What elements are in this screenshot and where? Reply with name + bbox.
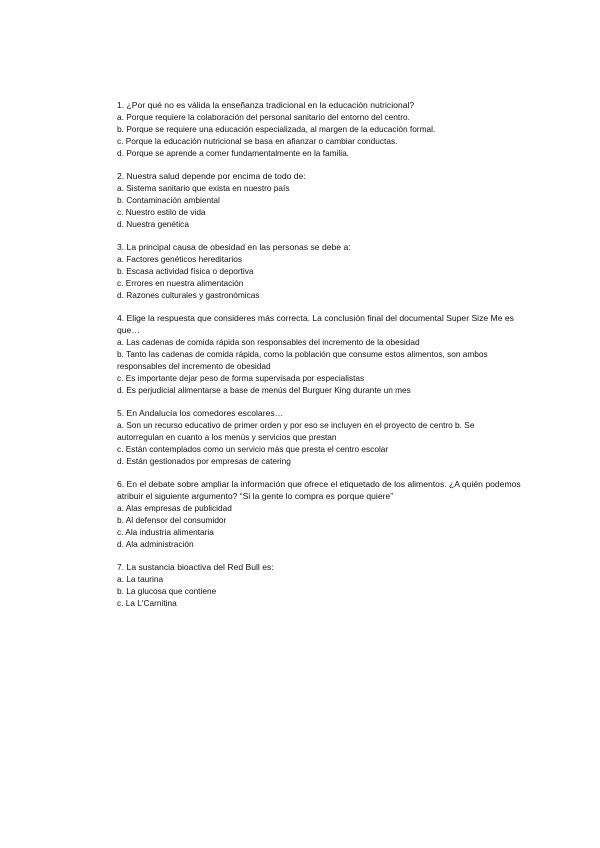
- option-a: a. Alas empresas de publicidad: [117, 503, 232, 513]
- option-b: b. Contaminación ambiental: [117, 195, 220, 205]
- question-text: 2. Nuestra salud depende por encima de todo de:: [117, 171, 306, 181]
- option-b: b. Escasa actividad física o deportiva: [117, 266, 254, 276]
- option-b: b. Porque se requiere una educación especializada, al margen de la educación formal.: [117, 124, 436, 134]
- option-a: a. Factores genéticos hereditarios: [117, 254, 242, 264]
- option-d: d. Porque se aprende a comer fundamentalmente en la familia.: [117, 148, 349, 158]
- option-d: d. Nuestra genética: [117, 219, 189, 229]
- option-d: d. Es perjudicial alimentarse a base de menús del Burguer King durante un mes: [117, 385, 411, 395]
- option-a-b: a. Son un recurso educativo de primer orden y por eso se incluyen en el proyecto de centro b. Se autorregulan en cuanto a los menús y servicios que prestan: [117, 420, 475, 442]
- quiz-list: [117, 99, 522, 620]
- question-text: 5. En Andalucía los comedores escolares…: [117, 408, 284, 418]
- question-6: [117, 478, 522, 550]
- question-text: 4. Elige la respuesta que consideres más correcta. La conclusión final del documental Super Size Me es que…: [117, 313, 514, 335]
- question-text: 1. ¿Por qué no es válida la enseñanza tradicional en la educación nutricional?: [117, 100, 415, 110]
- option-c: c. Nuestro estilo de vida: [117, 207, 206, 217]
- option-a: a. Sistema sanitario que exista en nuestro país: [117, 183, 290, 193]
- question-7: [117, 561, 522, 609]
- question-text: 3. La principal causa de obesidad en las personas se debe a:: [117, 242, 351, 252]
- option-c: c. La L'Carnitina: [117, 598, 177, 608]
- option-c: c. Es importante dejar peso de forma supervisada por especialistas: [117, 373, 365, 383]
- option-d: d. Ala administración: [117, 539, 194, 549]
- option-c: c. Están contemplados como un servicio más que presta el centro escolar: [117, 444, 389, 454]
- option-a: a. Porque requiere la colaboración del personal sanitario del entorno del centro.: [117, 112, 410, 122]
- option-d: d. Razones culturales y gastronómicas: [117, 290, 260, 300]
- question-4: [117, 312, 522, 396]
- question-text: 6. En el debate sobre ampliar la información que ofrece el etiquetado de los alimentos. ¿A quién podemos atribuir el siguiente argumento? “Si la gente lo compra es porque quiere”: [117, 479, 521, 501]
- question-1: [117, 99, 522, 159]
- question-text: 7. La sustancia bioactiva del Red Bull es:: [117, 562, 274, 572]
- question-5: [117, 407, 522, 467]
- option-b: b. Al defensor del consumidor: [117, 515, 227, 525]
- option-a: a. Las cadenas de comida rápida son responsables del incremento de la obesidad: [117, 337, 420, 347]
- question-2: [117, 170, 522, 230]
- question-3: [117, 241, 522, 301]
- option-d: d. Están gestionados por empresas de catering: [117, 456, 291, 466]
- option-c: c. Porque la educación nutricional se basa en afianzar o cambiar conductas.: [117, 136, 398, 146]
- option-b: b. La glucosa que contiene: [117, 586, 217, 596]
- option-c: c. Errores en nuestra alimentación: [117, 278, 244, 288]
- option-b: b. Tanto las cadenas de comida rápida, como la población que consume estos alimentos, son ambos responsables del incremento de obesidad: [117, 349, 488, 371]
- option-c: c. Ala industria alimentaria: [117, 527, 214, 537]
- option-a: a. La taurina: [117, 574, 164, 584]
